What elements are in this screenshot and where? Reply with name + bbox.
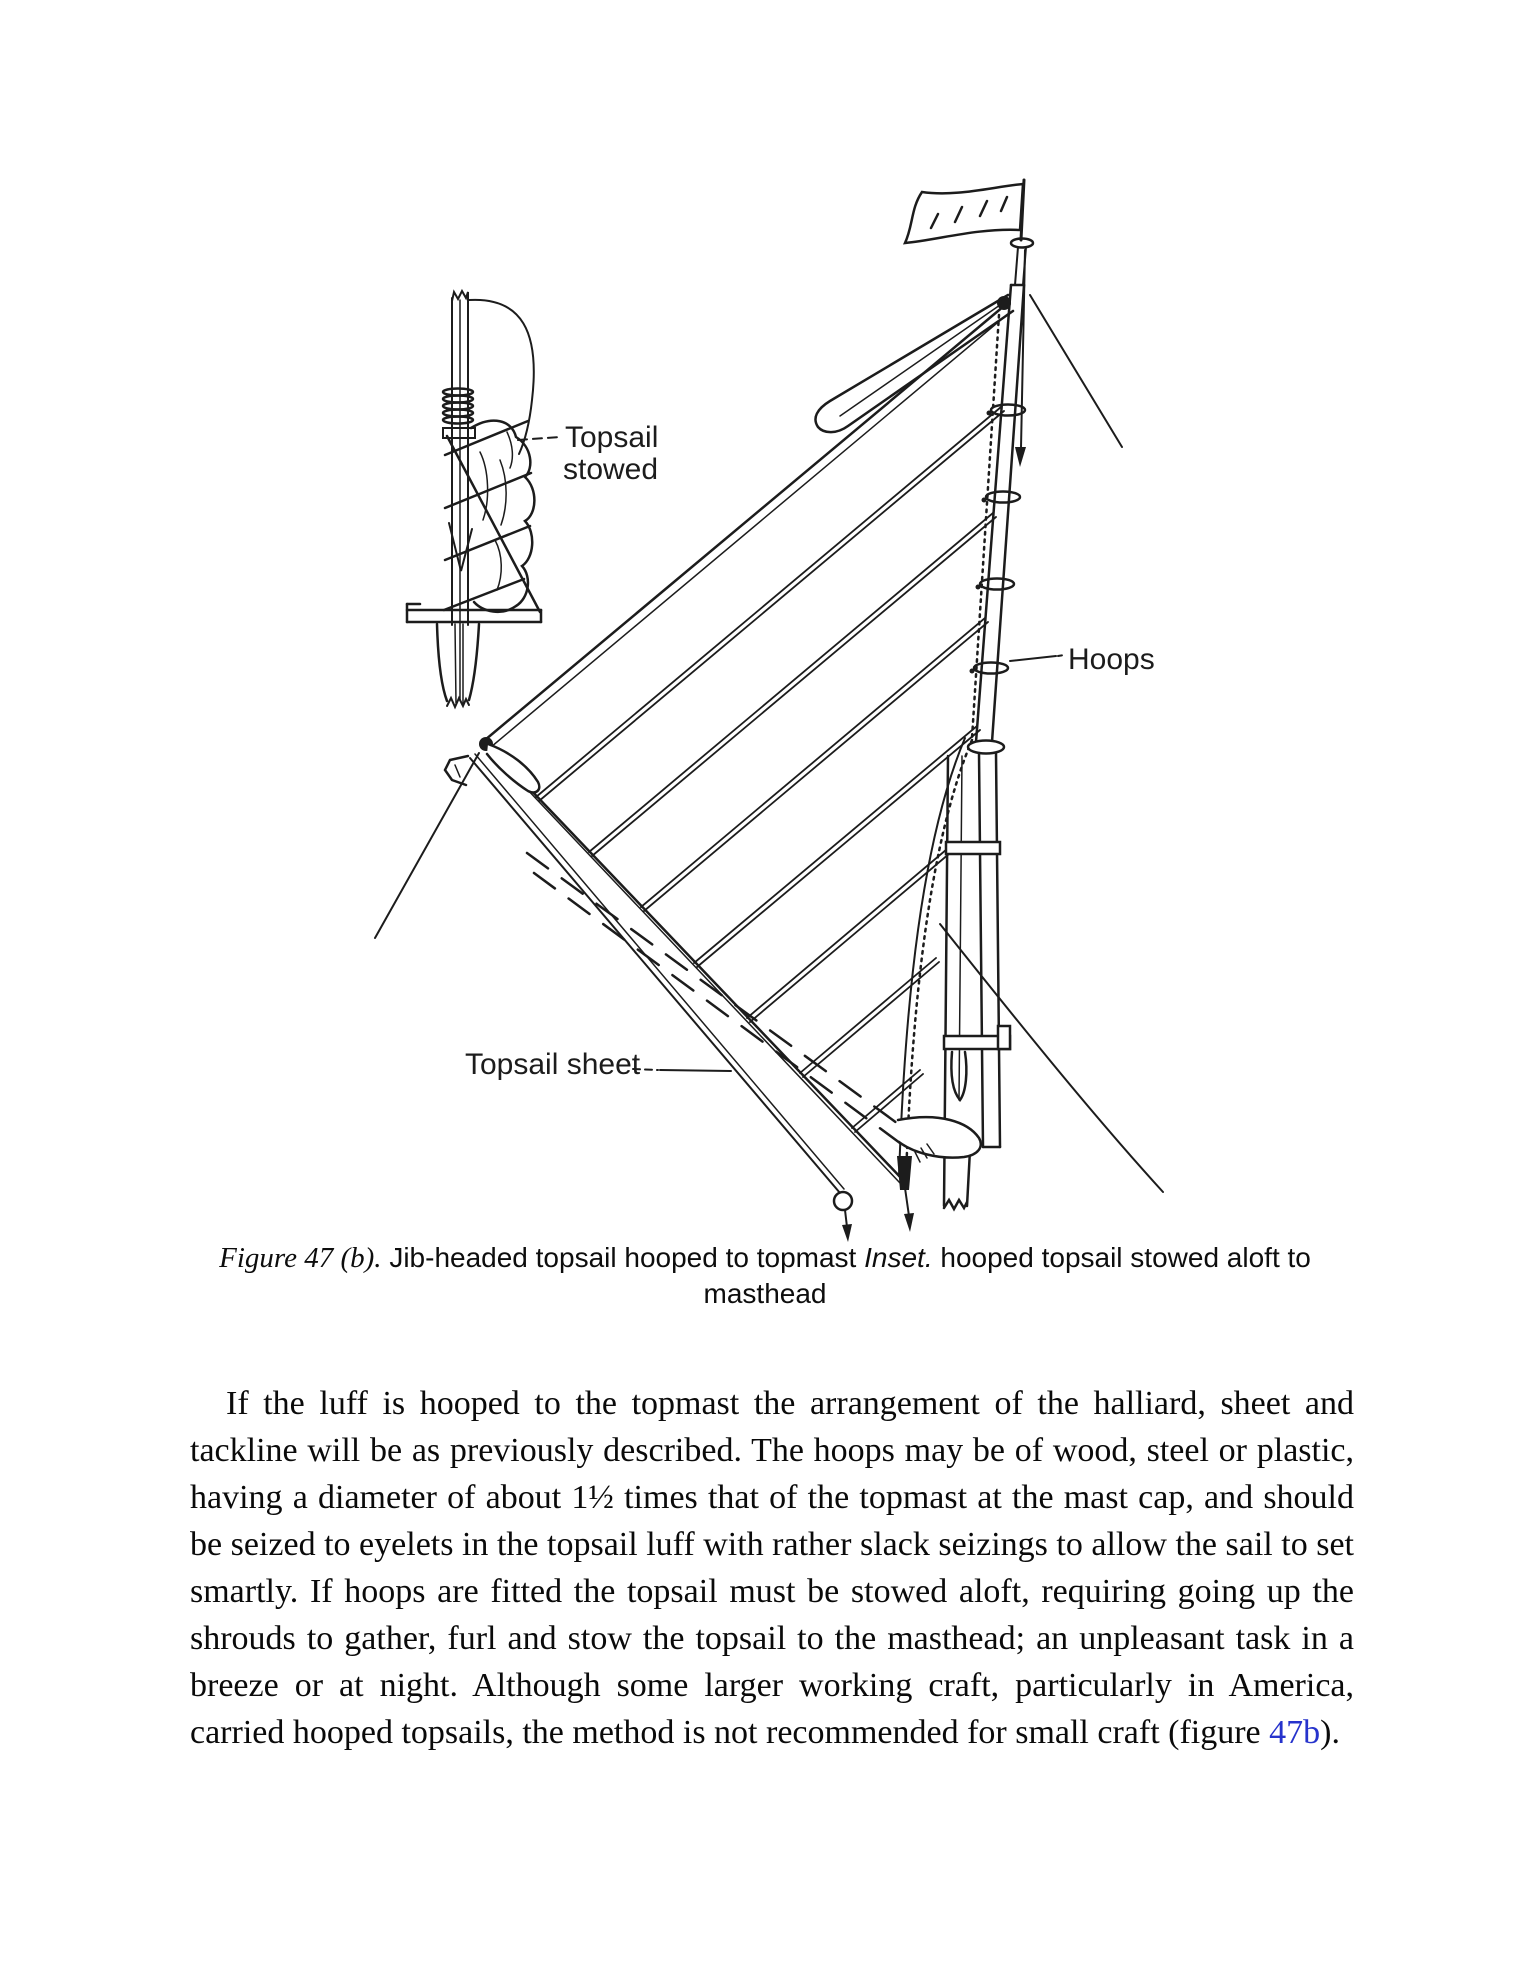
lower-mast-break	[944, 1200, 967, 1209]
halliard-arrow	[1015, 250, 1026, 467]
figure-caption	[0, 1240, 1530, 1311]
sheet-leader	[633, 1069, 731, 1071]
inset-crosstrees	[407, 604, 541, 622]
masthead-flag	[905, 184, 1023, 243]
lashing-cords	[444, 421, 540, 612]
main-topsail-drawing	[375, 180, 1163, 1242]
label-topsail-stowed-line2: stowed	[563, 453, 659, 486]
mast-hoops	[970, 405, 1026, 674]
masthead-leader-line	[1030, 295, 1122, 447]
body-paragraph	[190, 1380, 1354, 1756]
inset-stowed-topsail	[407, 291, 560, 707]
caption-figure-number: Figure 47 (b).	[219, 1242, 382, 1274]
tack-leader-line	[375, 753, 479, 938]
label-hoops: Hoops	[1068, 643, 1155, 676]
lower-masthead	[437, 624, 447, 701]
sail-seams	[536, 407, 1004, 1132]
tack-corner	[375, 737, 539, 938]
gaff-dashed	[527, 853, 981, 1158]
mast-break-bottom	[447, 698, 469, 707]
hoops-leader	[1010, 655, 1064, 661]
caption-inset-word: Inset.	[864, 1242, 933, 1273]
figure-47b-link[interactable]: 47b	[1269, 1714, 1321, 1751]
caption-text-1: Jib-headed topsail hooped to topmast	[381, 1242, 865, 1273]
paragraph-text-end: ).	[1320, 1714, 1340, 1751]
topsail-sheet-line	[470, 754, 852, 1242]
label-topsail-sheet: Topsail sheet	[465, 1048, 641, 1081]
sheet-block	[834, 1192, 852, 1210]
paragraph-text: If the luff is hooped to the topmast the arrangement of the halliard, sheet and tackline will be as previously described. The hoops may be of wood, steel or plastic, having a diameter of about 1½ times that of the topmast at the mast cap, and should be seized to eyelets in the topsail luff with rather slack seizings to allow the sail to set smartly. If hoops are fitted the topsail must be stowed aloft, requiring going up the shrouds to gather, furl and stow the topsail to the masthead; an unpleasant task in a breeze or at night. Although some larger working craft, particularly in America, carried hooped topsails, the method is not recommended for small craft (figure	[190, 1385, 1354, 1751]
head-spar	[815, 295, 1013, 432]
caption-text-2: hooped topsail stowed aloft to masthead	[703, 1242, 1311, 1309]
label-topsail-stowed-line1: Topsail	[565, 421, 659, 454]
clew	[897, 1144, 934, 1232]
